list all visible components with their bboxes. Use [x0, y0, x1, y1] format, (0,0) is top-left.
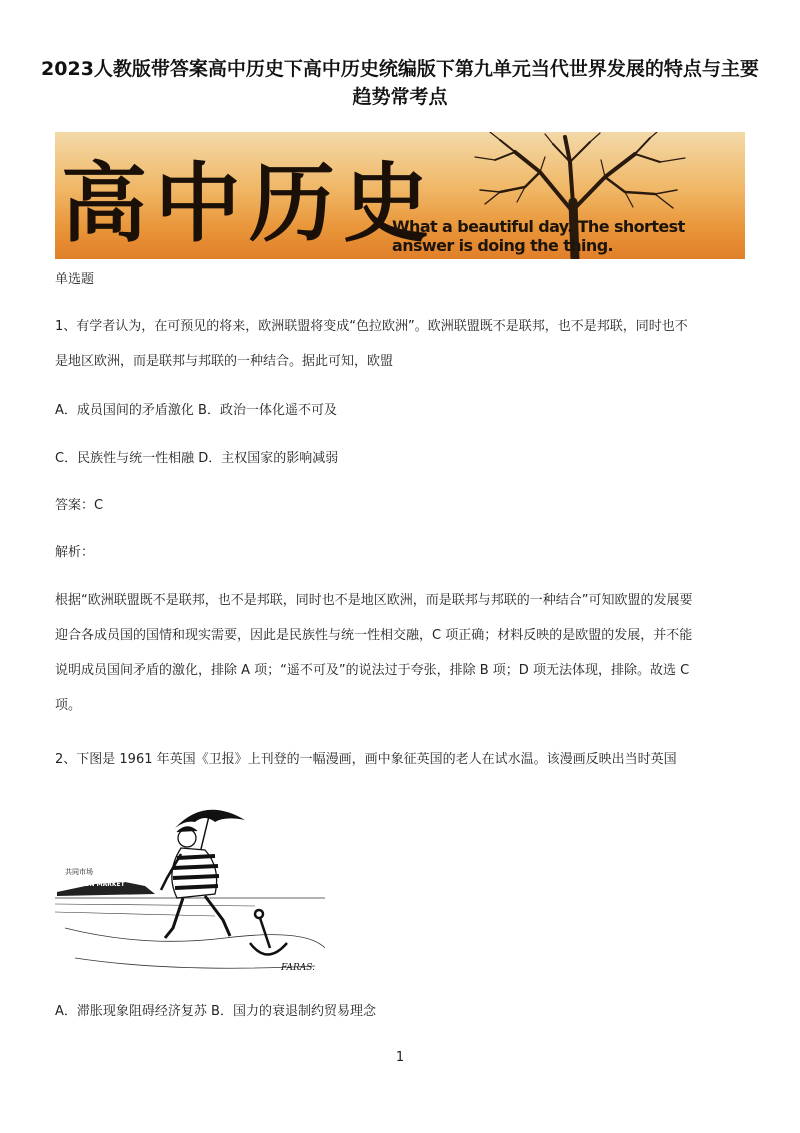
history-banner: [55, 132, 745, 259]
q1-stem-line1: 1、有学者认为，在可预见的将来，欧洲联盟将变成“色拉欧洲”。欧洲联盟既不是联邦，也不是邦联，同时也不: [55, 319, 688, 334]
q1-analysis-line3: 说明成员国间矛盾的激化，排除 A 项；“遥不可及”的说法过于夸张，排除 B 项；D 项无法体现，排除。故选 C: [55, 663, 690, 678]
section-label: 单选题: [55, 272, 95, 287]
banner-slogan: What a beautiful day. The shortest answer is doing the thing.: [392, 217, 685, 255]
q1-analysis-line4: 项。: [55, 698, 82, 713]
banner-heading: 高中历史: [61, 153, 437, 254]
q2-options-ab: A．滞胀现象阻碍经济复苏 B．国力的衰退制约贸易理念: [55, 1004, 376, 1019]
cartoon-signature: FARAS.: [281, 963, 315, 973]
old-man-figure: [161, 827, 230, 938]
cartoon-illustration: [55, 798, 325, 978]
q1-stem-line2: 是地区欧洲，而是联邦与邦联的一种结合。据此可知，欧盟: [55, 354, 394, 369]
cartoon-label-cn: 共同市场: [65, 868, 93, 876]
q1-answer: 答案：C: [55, 498, 104, 513]
anchor-icon: [250, 910, 287, 955]
q2-stem: 2、下图是 1961 年英国《卫报》上刊登的一幅漫画，画中象征英国的老人在试水温。该漫画反映出当时英国: [55, 752, 677, 767]
document-title: 2023人教版带答案高中历史下高中历史统编版下第九单元当代世界发展的特点与主要趋势常考点: [41, 58, 759, 108]
q1-analysis-line1: 根据“欧洲联盟既不是联邦，也不是邦联，同时也不是地区欧洲，而是联邦与邦联的一种结合”可知欧盟的发展要: [55, 593, 693, 608]
cartoon-label-en: COMMON MARKET: [63, 881, 125, 888]
q1-analysis-label: 解析：: [55, 545, 95, 560]
q1-options-cd: C．民族性与统一性相融 D．主权国家的影响减弱: [55, 451, 339, 466]
q1-options-ab: A．成员国间的矛盾激化 B．政治一体化遥不可及: [55, 403, 337, 418]
q1-analysis-line2: 迎合各成员国的国情和现实需要，因此是民族性与统一性相交融，C 项正确；材料反映的是欧盟的发展，并不能: [55, 628, 693, 643]
page-number: 1: [395, 1050, 405, 1065]
